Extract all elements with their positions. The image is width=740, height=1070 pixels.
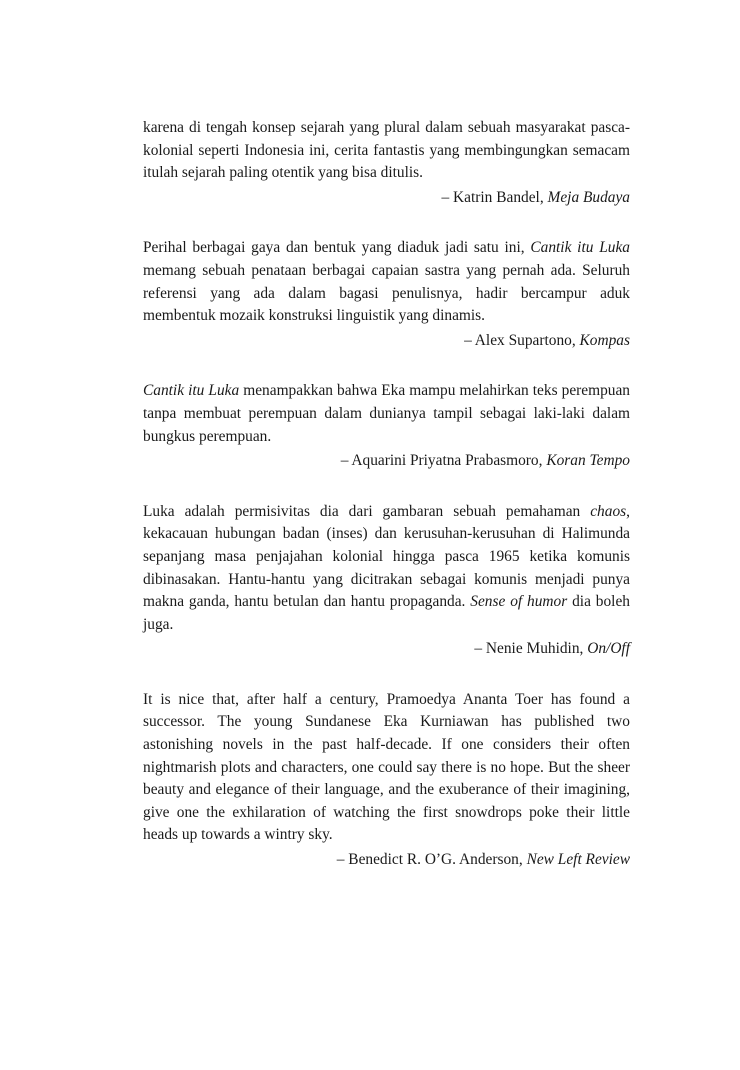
blurb-attribution	[143, 330, 630, 353]
quote-book-title: Cantik itu Luka	[143, 382, 240, 400]
blurb-nenie-muhidin	[143, 501, 630, 661]
attribution-author: – Alex Supartono,	[464, 331, 580, 349]
blurb-attribution	[143, 187, 630, 210]
quote-book-title: Cantik itu Luka	[530, 239, 630, 257]
quote-text: karena di tengah konsep sejarah yang plural dalam sebuah masyarakat pasca-kolonial seperti Indonesia ini, cerita fantastis yang membingungkan semacam itulah sejarah paling otentik yang bisa ditulis.	[143, 119, 630, 182]
quote-emphasis: chaos	[590, 502, 627, 520]
blurb-alex-supartono	[143, 237, 630, 352]
attribution-source: Kompas	[579, 331, 630, 349]
blurb-attribution	[143, 450, 630, 473]
attribution-source: Koran Tempo	[546, 452, 630, 470]
quote-text: Luka adalah permisivitas dia dari gambaran sebuah pemahaman	[143, 502, 591, 520]
attribution-source: Meja Budaya	[547, 188, 630, 206]
quote-text: memang sebuah penataan berbagai capaian sastra yang pernah ada. Seluruh referensi yang ada dalam bagasi penulisnya, hadir bercampur aduk membentuk mozaik konstruksi linguistik yang dinamis.	[143, 261, 630, 325]
attribution-source: New Left Review	[526, 851, 630, 869]
blurb-attribution	[143, 638, 630, 661]
attribution-source: On/Off	[587, 640, 630, 658]
blurb-quote	[143, 117, 630, 185]
blurb-attribution	[143, 849, 630, 872]
blurb-benedict-anderson	[143, 689, 630, 872]
quote-emphasis: Sense of humor	[470, 593, 568, 611]
quote-text: menampakkan bahwa Eka mampu melahirkan teks perempuan tanpa membuat perempuan dalam dunianya tampil sebagai laki-laki dalam bungkus perempuan.	[143, 382, 630, 445]
quote-text: It is nice that, after half a century, Pramoedya Ananta Toer has found a successor. The young Sundanese Eka Kurniawan has published two astonishing novels in the past half-decade. If one considers their often nightmarish plots and characters, one could say there is no hope. But the sheer beauty and elegance of their language, and the exuberance of their imagining, give one the exhilaration of watching the first snowdrops poke their little heads up towards a wintry sky.	[143, 690, 630, 844]
blurb-aquarini-prabasmoro	[143, 380, 630, 472]
blurb-page	[143, 117, 630, 900]
blurb-quote	[143, 501, 630, 637]
attribution-author: – Benedict R. O’G. Anderson,	[336, 851, 527, 869]
attribution-author: – Aquarini Priyatna Prabasmoro,	[340, 452, 547, 470]
quote-text: , kekacauan hubungan badan (inses) dan kerusuhan-kerusuhan di Halimunda sepanjang masa penjajahan kolonial hingga pasca 1965 ketika komunis dibinasakan. Hantu-hantu yang dicitrakan sebagai komunis menjadi punya makna ganda, hantu betulan dan hantu propaganda.	[143, 502, 630, 611]
blurb-quote	[143, 689, 630, 847]
blurb-quote	[143, 237, 630, 327]
blurb-katrin-bandel	[143, 117, 630, 209]
blurb-quote	[143, 380, 630, 448]
attribution-author: – Nenie Muhidin,	[474, 640, 588, 658]
quote-text: Perihal berbagai gaya dan bentuk yang diaduk jadi satu ini,	[143, 239, 531, 257]
quote-text: dia boleh juga.	[143, 593, 630, 633]
attribution-author: – Katrin Bandel,	[441, 188, 548, 206]
